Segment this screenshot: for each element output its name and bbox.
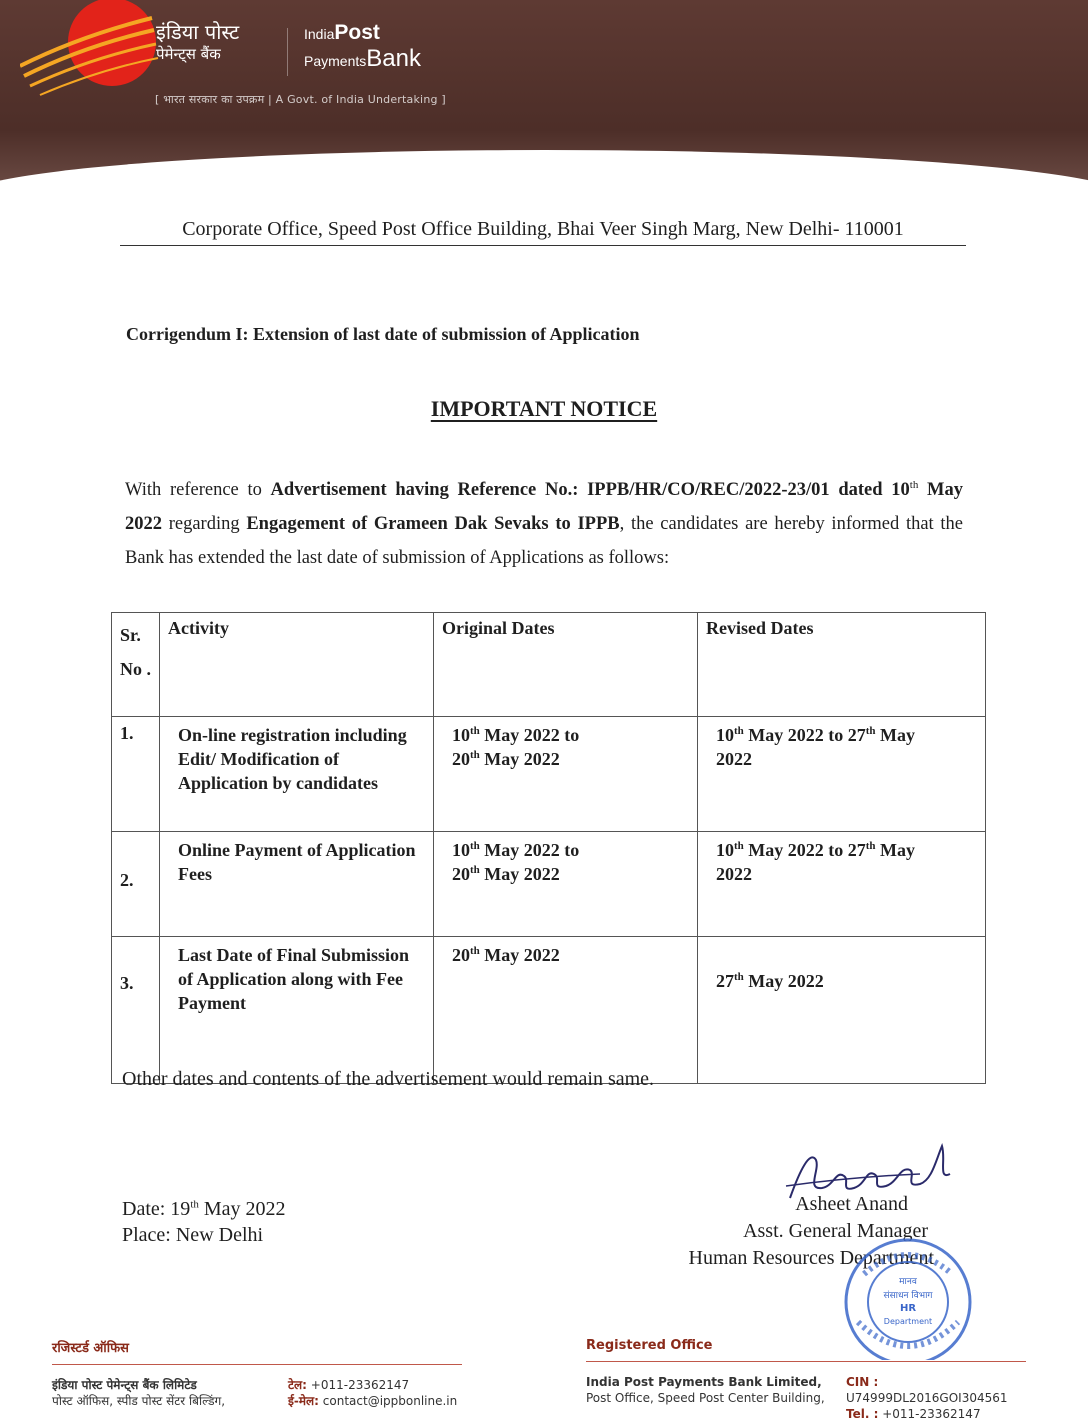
table-header-row — [112, 613, 986, 717]
row-sr: 2. — [112, 832, 160, 937]
brand-hindi: इंडिया पोस्ट पेमेन्ट्स बैंक — [156, 20, 240, 63]
row-original-dates: 10th May 2022 to 20th May 2022 — [434, 717, 698, 832]
table-row — [112, 832, 986, 937]
footer-hindi-company: इंडिया पोस्ट पेमेन्ट्स बैंक लिमिटेड पोस्ट ऑफिस, स्पीड पोस्ट सेंटर बिल्डिंग, — [52, 1378, 226, 1408]
corporate-address: Corporate Office, Speed Post Office Building, Bhai Veer Singh Marg, New Delhi- 110001 — [120, 218, 966, 246]
svg-text:संसाधन विभाग: संसाधन विभाग — [883, 1291, 933, 1301]
issue-place: Place: New Delhi — [122, 1224, 264, 1246]
ippb-logo-icon — [20, 0, 160, 110]
svg-text:Department: Department — [883, 1317, 933, 1326]
signatory-designation: Asst. General Manager — [743, 1220, 928, 1242]
letterhead-banner — [0, 0, 1088, 186]
header-original-dates: Original Dates — [434, 613, 698, 717]
closing-statement: Other dates and contents of the advertisement would remain same. — [122, 1068, 655, 1090]
signatory-department: Human Resources Department — [688, 1247, 934, 1269]
table-row — [112, 937, 986, 1084]
row-revised-dates: 10th May 2022 to 27th May 2022 — [698, 717, 986, 832]
row-sr: 1. — [112, 717, 160, 832]
row-original-dates: 20th May 2022 — [434, 937, 698, 1084]
footer-hindi-heading: रजिस्टर्ड ऑफिस — [52, 1338, 462, 1365]
row-sr: 3. — [112, 937, 160, 1084]
header-activity: Activity — [160, 613, 434, 717]
header-sr-no: Sr. No . — [112, 613, 160, 717]
footer-english-company: India Post Payments Bank Limited, Post Office, Speed Post Center Building, — [586, 1375, 825, 1405]
footer-english-heading: Registered Office — [586, 1338, 1026, 1362]
header-revised-dates: Revised Dates — [698, 613, 986, 717]
row-revised-dates: 27th May 2022 — [698, 937, 986, 1084]
footer-hindi-contact: टेल: +011-23362147 ई-मेल: contact@ippbonline.in — [288, 1378, 458, 1408]
row-activity: Online Payment of Application Fees — [178, 840, 416, 884]
brand-tagline: [ भारत सरकार का उपक्रम | A Govt. of India Undertaking ] — [155, 93, 446, 106]
brand-divider — [287, 28, 288, 76]
intro-paragraph: With reference to Advertisement having Reference No.: IPPB/HR/CO/REC/2022-23/01 dated 10th May 2022 regarding Engagement of Grameen Dak Sevaks to IPPB, the candidates are hereby informed that the Bank has extended the last date of submission of Applications as follows: — [125, 478, 964, 568]
footer-hindi — [52, 1338, 462, 1407]
corrigendum-heading: Corrigendum I: Extension of last date of submission of Application — [126, 324, 640, 344]
dates-table — [111, 612, 986, 1084]
svg-text:मानव: मानव — [899, 1277, 917, 1287]
date-place-block — [122, 1196, 286, 1248]
notice-title: IMPORTANT NOTICE — [430, 396, 658, 421]
issue-date: Date: 19th May 2022 — [122, 1198, 286, 1220]
banner-curve — [0, 150, 1088, 186]
brand-english: IndiaPost PaymentsBank — [304, 21, 421, 72]
footer-english — [586, 1338, 1026, 1421]
row-revised-dates: 10th May 2022 to 27th May 2022 — [698, 832, 986, 937]
table-row — [112, 717, 986, 832]
footer-english-contact: CIN : U74999DL2016GOI304561 Tel. : +011-23362147 — [846, 1375, 1008, 1421]
row-original-dates: 10th May 2022 to 20th May 2022 — [434, 832, 698, 937]
row-activity: Last Date of Final Submission of Application along with Fee Payment — [178, 945, 410, 1013]
row-activity: On-line registration including Edit/ Modification of Application by candidates — [178, 725, 407, 793]
signatory-name: Asheet Anand — [795, 1193, 908, 1215]
svg-text:HR: HR — [899, 1303, 917, 1314]
